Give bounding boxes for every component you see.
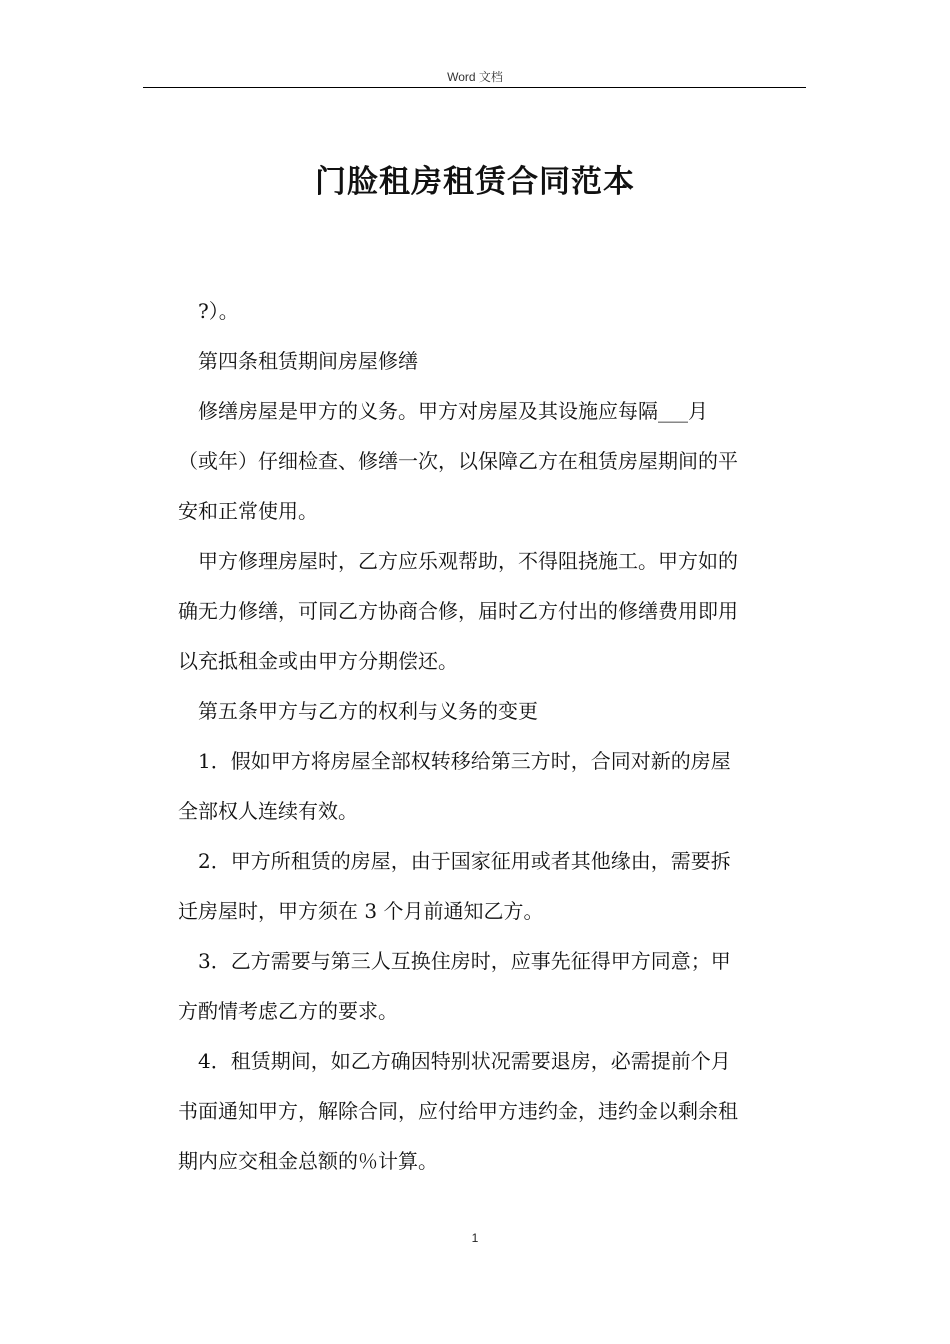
body-line: 全部权人连续有效。 [178, 799, 358, 823]
body-line: 2．甲方所租赁的房屋，由于国家征用或者其他缘由，需要拆 [198, 849, 731, 873]
body-line: 修缮房屋是甲方的义务。甲方对房屋及其设施应每隔___月 [198, 399, 708, 423]
body-line: 期内应交租金总额的％计算。 [178, 1149, 438, 1173]
document-title: 门脸租房租赁合同范本 [315, 164, 635, 200]
body-line: 第五条甲方与乙方的权利与义务的变更 [198, 699, 538, 723]
body-line: 1．假如甲方将房屋全部权转移给第三方时，合同对新的房屋 [198, 749, 731, 773]
body-line: （或年）仔细检查、修缮一次，以保障乙方在租赁房屋期间的平 [178, 449, 738, 473]
body-line: 以充抵租金或由甲方分期偿还。 [178, 649, 458, 673]
body-line: 3．乙方需要与第三人互换住房时，应事先征得甲方同意；甲 [198, 949, 731, 973]
body-line: 确无力修缮，可同乙方协商合修，届时乙方付出的修缮费用即用 [178, 599, 738, 623]
body-line: 甲方修理房屋时，乙方应乐观帮助，不得阻挠施工。甲方如的 [198, 549, 738, 573]
body-line: 第四条租赁期间房屋修缮 [198, 349, 418, 373]
page-header-label: Word 文档 [447, 70, 503, 84]
header-divider [143, 87, 806, 88]
body-line: 安和正常使用。 [178, 499, 318, 523]
body-line: 方酌情考虑乙方的要求。 [178, 999, 398, 1023]
body-line: 迁房屋时，甲方须在 3 个月前通知乙方。 [178, 899, 544, 923]
body-line: ?）。 [198, 299, 239, 323]
page-number: 1 [471, 1231, 479, 1245]
document-body [178, 286, 806, 1186]
body-line: 4．租赁期间，如乙方确因特别状况需要退房，必需提前个月 [198, 1049, 731, 1073]
body-line: 书面通知甲方，解除合同，应付给甲方违约金，违约金以剩余租 [178, 1099, 738, 1123]
